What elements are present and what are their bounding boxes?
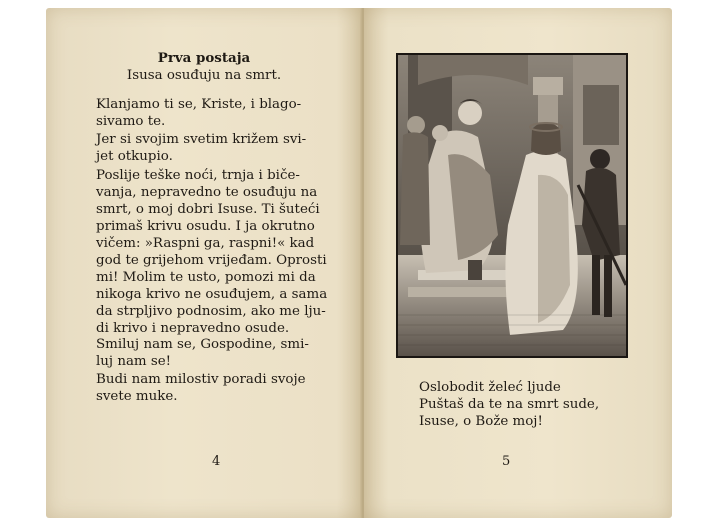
text-line: nikoga krivo ne osuđujem, a sama	[96, 287, 328, 302]
right-page	[364, 8, 672, 518]
verse-line: Isuse, o Bože moj!	[419, 414, 543, 429]
text-line: mi! Molim te usto, pomozi mi da	[96, 270, 316, 285]
prayer-paragraph-3	[96, 336, 340, 370]
text-line: primaš krivu osudu. I ja okrutno	[96, 219, 315, 234]
verse-line: Oslobodit želeć ljude	[419, 380, 561, 395]
prayer-paragraph-2	[96, 131, 340, 165]
station-title: Prva postaja	[157, 50, 251, 66]
verse	[419, 379, 659, 430]
book-spread	[46, 8, 672, 518]
prayer-paragraph-4	[96, 371, 340, 405]
prayer-paragraph-1	[96, 96, 340, 130]
text-line: sivamo te.	[96, 114, 166, 129]
text-line: vičem: »Raspni ga, raspni!« kad	[96, 236, 315, 251]
text-line: jet otkupio.	[96, 149, 173, 164]
text-line: da strpljivo podnosim, ako me lju-	[96, 304, 326, 319]
meditation-paragraph	[96, 167, 340, 337]
page-number-right: 5	[502, 454, 511, 469]
text-line: svete muke.	[96, 389, 178, 404]
text-line: Jer si svojim svetim križem svi-	[96, 132, 307, 147]
text-line: Poslije teške noći, trnja i biče-	[96, 168, 300, 183]
station-illustration	[396, 53, 628, 358]
text-line: god te grijehom vrijeđam. Oprosti	[96, 253, 327, 268]
text-line: vanja, nepravedno te osuđuju na	[96, 185, 318, 200]
station-subtitle: Isusa osuđuju na smrt.	[126, 68, 282, 83]
text-line: Smiluj nam se, Gospodine, smi-	[96, 337, 309, 352]
text-line: luj nam se!	[96, 354, 172, 369]
page-number-left: 4	[212, 454, 221, 469]
verse-line: Puštaš da te na smrt sude,	[419, 397, 600, 412]
text-line: smrt, o moj dobri Isuse. Ti šuteći	[96, 202, 320, 217]
left-page	[46, 8, 362, 518]
text-line: Budi nam milostiv poradi svoje	[96, 372, 306, 387]
text-line: Klanjamo ti se, Kriste, i blago-	[96, 97, 302, 112]
text-line: di krivo i nepravedno osude.	[96, 321, 290, 336]
